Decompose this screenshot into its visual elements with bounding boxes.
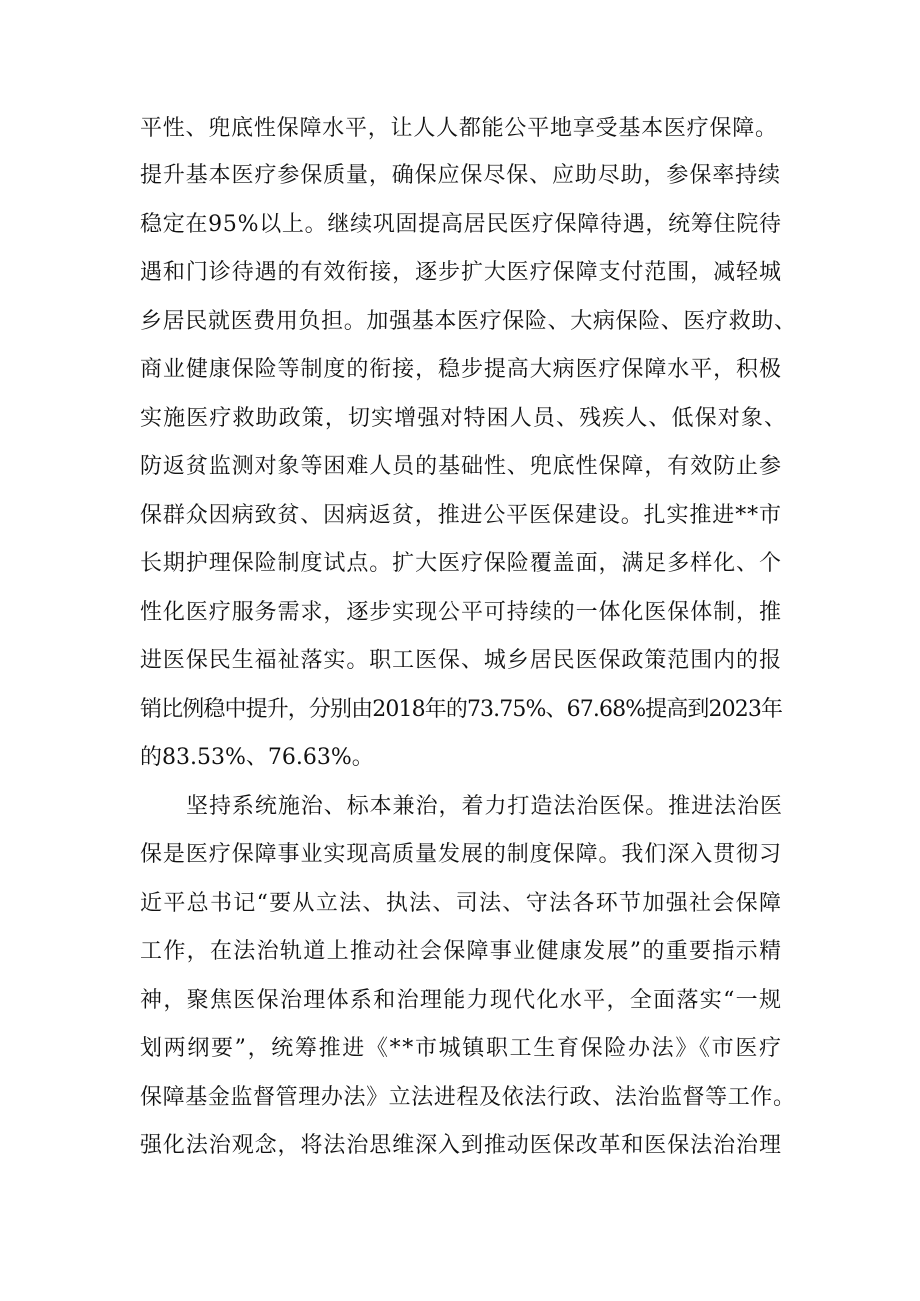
line-text: 神，聚焦医保治理体系和治理能力现代化水平，全面落实“一规 xyxy=(140,988,783,1013)
line-text: 稳定在95%以上。继续巩固提高居民医疗保障待遇，统筹住院待 xyxy=(140,212,782,237)
text-line xyxy=(0,492,920,540)
text-line xyxy=(0,105,920,153)
line-text: 平性、兜底性保障水平，让人人都能公平地享受基本医疗保障。 xyxy=(140,116,778,141)
text-line xyxy=(0,928,920,976)
line-text: 保是医疗保障事业实现高质量发展的制度保障。我们深入贯彻习 xyxy=(140,842,782,867)
line-text: 销比例稳中提升，分别由2018年的73.75%、67.68%提高到2023年 xyxy=(140,697,783,722)
line-text: 的83.53%、76.63%。 xyxy=(140,745,374,770)
text-line xyxy=(0,589,920,637)
text-line xyxy=(0,152,920,200)
text-line xyxy=(0,977,920,1025)
line-text: 保障基金监督管理办法》立法进程及依法行政、法治监督等工作。 xyxy=(140,1085,796,1110)
text-line xyxy=(0,637,920,685)
text-line xyxy=(0,734,920,782)
text-line xyxy=(0,298,920,346)
text-line xyxy=(0,686,920,734)
text-line xyxy=(0,831,920,879)
line-text: 商业健康保险等制度的衔接，稳步提高大病医疗保障水平，积极 xyxy=(140,357,782,382)
text-line xyxy=(0,346,920,394)
line-text: 防返贫监测对象等困难人员的基础性、兜底性保障，有效防止参 xyxy=(140,454,782,479)
line-text: 提升基本医疗参保质量，确保应保尽保、应助尽助，参保率持续 xyxy=(140,163,781,188)
text-line xyxy=(0,783,920,831)
line-text: 坚持系统施治、标本兼治，着力打造法治医保。推进法治医 xyxy=(186,794,783,819)
text-line xyxy=(0,1074,920,1122)
text-line xyxy=(0,249,920,297)
line-text: 性化医疗服务需求，逐步实现公平可持续的一体化医保体制，推 xyxy=(140,600,782,625)
line-text: 强化法治观念，将法治思维深入到推动医保改革和医保法治治理 xyxy=(140,1133,782,1158)
text-line xyxy=(0,443,920,491)
line-text: 近平总书记“要从立法、执法、司法、守法各环节加强社会保障 xyxy=(140,891,783,916)
line-text: 划两纲要”，统筹推进《**市城镇职工生育保险办法》《市医疗 xyxy=(140,1036,783,1061)
text-line xyxy=(0,540,920,588)
line-text: 长期护理保险制度试点。扩大医疗保险覆盖面，满足多样化、个 xyxy=(140,551,782,576)
line-text: 遇和门诊待遇的有效衔接，逐步扩大医疗保障支付范围，减轻城 xyxy=(140,260,782,285)
text-line xyxy=(0,1025,920,1073)
line-text: 乡居民就医费用负担。加强基本医疗保险、大病保险、医疗救助、 xyxy=(140,309,797,334)
line-text: 进医保民生福祉落实。职工医保、城乡居民医保政策范围内的报 xyxy=(140,648,782,673)
line-text: 工作，在法治轨道上推动社会保障事业健康发展”的重要指示精 xyxy=(140,939,783,964)
text-line xyxy=(0,880,920,928)
text-line xyxy=(0,201,920,249)
text-line xyxy=(0,1122,920,1170)
text-line xyxy=(0,395,920,443)
line-text: 保群众因病致贫、因病返贫，推进公平医保建设。扎实推进**市 xyxy=(140,503,782,528)
line-text: 实施医疗救助政策，切实增强对特困人员、残疾人、低保对象、 xyxy=(140,406,788,431)
